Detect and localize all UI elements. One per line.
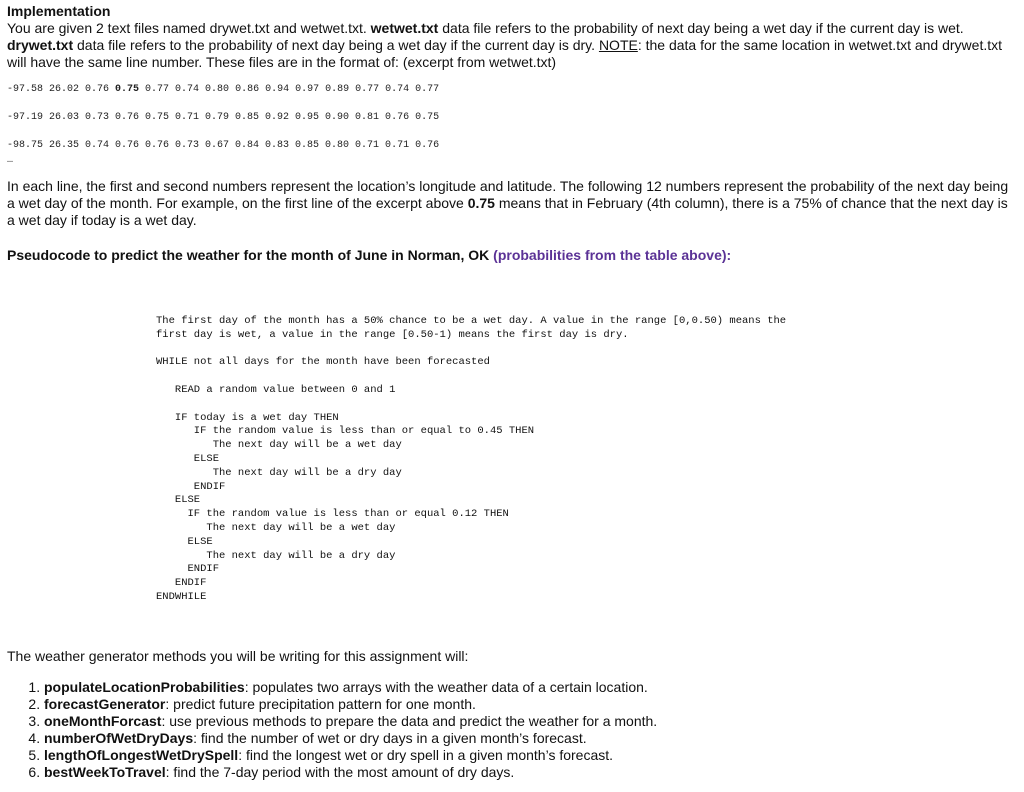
pseudocode-title-highlight: (probabilities from the table above): (493, 247, 732, 263)
section-heading: Implementation (7, 3, 111, 19)
wetwet-filename: wetwet.txt (370, 20, 439, 36)
list-item: 1. populateLocationProbabilities: populates two arrays with the weather data of a certain location. (44, 679, 657, 696)
excerpt-line-2: -97.19 26.03 0.73 0.76 0.75 0.71 0.79 0.85 0.92 0.95 0.90 0.81 0.76 0.75 (7, 112, 440, 123)
excerpt-line-1: -97.58 26.02 0.76 0.75 0.77 0.74 0.80 0.86 0.94 0.97 0.89 0.77 0.74 0.77 (7, 84, 440, 95)
generator-intro: The weather generator methods you will be writing for this assignment will: (7, 648, 469, 664)
list-item: 5. lengthOfLongestWetDrySpell: find the longest wet or dry spell in a given month’s forecast. (44, 747, 657, 764)
excerpt-line-3: -98.75 26.35 0.74 0.76 0.76 0.73 0.67 0.84 0.83 0.85 0.80 0.71 0.71 0.76 (7, 140, 440, 151)
methods-list (24, 679, 657, 781)
list-item: 3. oneMonthForcast: use previous methods to prepare the data and predict the weather for a month. (44, 713, 657, 730)
list-item: 6. bestWeekToTravel: find the 7-day period with the most amount of dry days. (44, 764, 657, 781)
drywet-filename: drywet.txt (7, 37, 74, 53)
list-item: 4. numberOfWetDryDays: find the number of wet or dry days in a given month’s forecast. (44, 730, 657, 747)
note-label: NOTE (598, 37, 638, 53)
pseudocode-title: Pseudocode to predict the weather for the month of June in Norman, OK (probabilities from the table above): (7, 247, 732, 263)
pseudocode-block: The first day of the month has a 50% chance to be a wet day. A value in the range [0,0.50) means the first day is wet, a value in the range [0.50-1) means the first day is dry. WHILE not all days for the month have been forecasted READ a random value between 0 and 1 IF today is a wet day THEN IF the random value is less than or equal to 0.45 THEN The next day will be a wet day ELSE The next day will be a dry day ENDIF ELSE IF the random value is less than or equal 0.12 THEN The next day will be a wet day ELSE The next day will be a dry day ENDIF ENDIF ENDWHILE (156, 315, 787, 603)
list-item: 2. forecastGenerator: predict future precipitation pattern for one month. (44, 696, 657, 713)
intro-paragraph: You are given 2 text files named drywet.txt and wetwet.txt. wetwet.txt data file refers to the probability of next day being a wet day if the current day is wet. drywet.txt data file refers to the probability of next day being a wet day if the current day is dry. NOTE: the data for the same location in wetwet.txt and drywet.txt will have the same line number. These files are in the format of: (excerpt from wetwet.txt) (7, 20, 1003, 70)
explanation-paragraph: In each line, the first and second numbers represent the location’s longitude and latitude. The following 12 numbers represent the probability of the next day being a wet day of the month. For example, on the first line of the excerpt above 0.75 means that in February (4th column), there is a 75% of chance that the next day is a wet day if today is a wet day. (7, 178, 1009, 228)
excerpt-ellipsis: … (7, 155, 14, 166)
